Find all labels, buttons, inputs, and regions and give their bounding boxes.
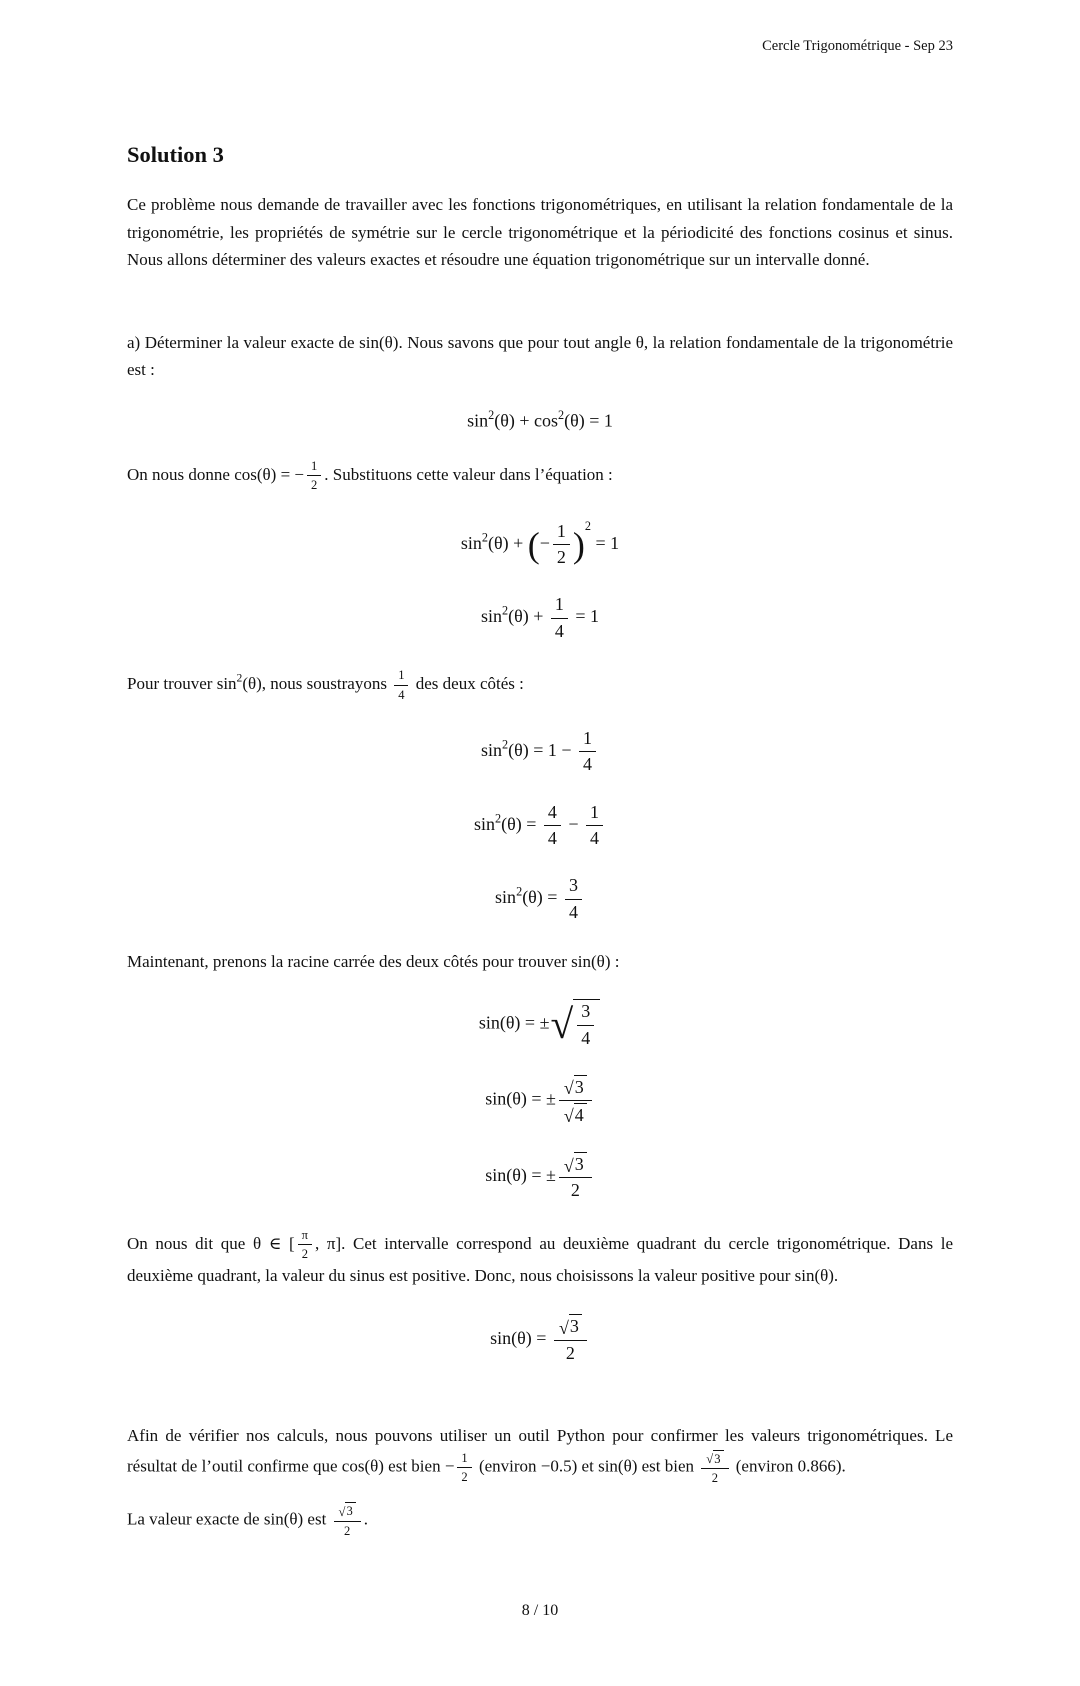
fraction-denominator: 4 (590, 828, 600, 849)
fraction (457, 1450, 471, 1486)
fraction-numerator: 1 (307, 458, 321, 476)
fraction-denominator: 2 (461, 1470, 468, 1485)
equation: $\sin^2(\theta)$ + $\frac{1}{4}$ = 1 (127, 593, 953, 643)
fraction-numerator: 1 (394, 667, 408, 685)
fraction-numerator: 1 (586, 801, 603, 826)
radicand: 3 (569, 1314, 582, 1338)
superscript: 2 (501, 603, 509, 618)
fraction-numerator: π (298, 1227, 312, 1245)
superscript: 2 (584, 518, 592, 533)
fraction (559, 1151, 592, 1202)
fraction-numerator: 4 (544, 801, 561, 826)
paragraph: Ce problème nous demande de travailler avec les fonctions trigonométriques, en utilisant la relation fondamentale de la trigonométrie, les propriétés de symétrie sur le cercle trigonométrique et la périodicité des fonctions cosinus et sinus. Nous allons déterminer des valeurs exactes et résoudre une équation trigonométrique sur un intervalle donné. (127, 195, 953, 269)
paragraph: Afin de vérifier nos calculs, nous pouvons utiliser un outil Python pour confirmer les valeurs trigonométriques. Le résultat de l’outil confirme que cos(θ) est bien − $\frac{1}{2}$ (environ −0.5) et sin(θ) est bien √ 3 2 (environ 0.866). (127, 1425, 953, 1486)
equation: sin(θ) = ± √ 3 √ 4 (127, 1074, 953, 1127)
square-root (564, 1152, 587, 1176)
fraction-numerator (559, 1151, 592, 1178)
superscript: 2 (501, 737, 509, 752)
fraction (307, 458, 321, 494)
equation: $\sin^2(\theta)$ = $\frac{3}{4}$ (127, 874, 953, 924)
fraction-denominator: 2 (344, 1523, 351, 1538)
superscript: 2 (558, 408, 565, 423)
fraction-numerator: 1 (551, 593, 568, 618)
fraction (565, 874, 582, 924)
radical-sign: √ (706, 1452, 714, 1467)
paragraph: On nous donne cos(θ) = − $\frac{1}{2}$ . Substituons cette valeur dans l’équation : (127, 459, 613, 493)
fraction-denominator: 4 (581, 1027, 591, 1048)
square-root (339, 1502, 356, 1519)
fraction-denominator: 4 (547, 828, 557, 849)
superscript: 2 (494, 811, 502, 826)
fraction (586, 801, 603, 851)
fraction-denominator: 2 (565, 1342, 575, 1363)
fraction-denominator: 4 (583, 754, 593, 775)
fraction (553, 520, 570, 570)
square-root (550, 999, 600, 1050)
radicand: 3 (574, 1075, 587, 1099)
page-footer (127, 1554, 953, 1624)
solution-title: Solution 3 (127, 142, 224, 168)
fraction (577, 1000, 594, 1050)
fraction-numerator: 1 (579, 727, 596, 752)
square-root (564, 1075, 587, 1099)
radicand: 3 (713, 1450, 723, 1467)
equation: $\sin^2(\theta) + \cos^2(\theta) = 1$ (467, 408, 613, 431)
fraction-numerator (554, 1314, 587, 1341)
equation: $\sin^2(\theta)$ = $\frac{4}{4}$ − $\frac{1}{4}$ (127, 801, 953, 851)
fraction (554, 1314, 587, 1365)
spacer (127, 288, 953, 314)
superscript: 2 (516, 884, 523, 899)
radicand: 4 (574, 1103, 587, 1127)
equation: $\sin^2(\theta) = 1$ − $\frac{1}{4}$ (127, 727, 953, 777)
fraction-denominator: 2 (570, 1180, 580, 1201)
radical-sign: √ (550, 1001, 574, 1048)
paragraph: a) Déterminer la valeur exacte de sin(θ). Nous savons que pour tout angle θ, la relation fondamentale de la trigonométrie est : (127, 332, 953, 380)
equation: sin(θ) = ± √ 3 2 (127, 1151, 953, 1202)
fraction (544, 801, 561, 851)
fraction-denominator: 2 (311, 478, 318, 493)
fraction (334, 1502, 361, 1539)
equation: sin(θ) = ± √ $\frac{3}{4}$ (127, 999, 953, 1050)
fraction-denominator: 2 (301, 1247, 308, 1262)
fraction-denominator: 4 (554, 620, 564, 641)
fraction-numerator: 1 (553, 520, 570, 545)
square-root (706, 1450, 723, 1467)
radical-sign: √ (563, 1106, 574, 1127)
fraction (701, 1449, 728, 1486)
fraction-numerator (701, 1449, 728, 1469)
fraction-denominator: 2 (711, 1471, 719, 1486)
equation: $\sin^2(\theta)$ + (− $\frac{1}{2}$ )$^2$ = 1 (127, 518, 953, 570)
superscript: 2 (236, 671, 243, 685)
fraction (579, 727, 596, 777)
fraction-numerator: 3 (577, 1000, 594, 1025)
fraction (551, 593, 568, 643)
square-root (564, 1103, 587, 1127)
fraction-denominator (563, 1101, 588, 1127)
superscript: 2 (481, 530, 488, 545)
fraction (394, 667, 408, 703)
radicand: 3 (345, 1502, 355, 1519)
equation: sin(θ) = √ 3 2 (127, 1314, 953, 1365)
radical-sign: √ (338, 1504, 346, 1519)
radical-sign: √ (563, 1078, 574, 1099)
fraction (298, 1227, 312, 1263)
fraction-numerator: 3 (565, 874, 582, 899)
paragraph: Maintenant, prenons la racine carrée des deux côtés pour trouver sin(θ) : (127, 952, 620, 972)
radical-sign: √ (558, 1317, 569, 1338)
paragraph: La valeur exacte de sin(θ) est √ 3 2 . (127, 1502, 953, 1539)
big-paren: ) (572, 524, 585, 565)
big-paren: ( (527, 524, 540, 565)
header-text: Cercle Trigonométrique - Sep 23 (762, 38, 953, 54)
paragraph: Pour trouver $\sin^2(\theta)$, nous soustrayons $\frac{1}{4}$ des deux côtés : (127, 668, 524, 702)
superscript: 2 (488, 408, 495, 423)
fraction-numerator (334, 1502, 361, 1522)
paragraph: On nous dit que θ ∈ [ $\frac{\pi}{2}$ , π]. Cet intervalle correspond au deuxième quadrant du cercle trigonométrique. Dans le deuxième quadrant, la valeur du sinus est positive. Donc, nous choisissons la valeur positive pour sin(θ). (127, 1227, 953, 1286)
fraction (559, 1074, 592, 1127)
document-content (127, 176, 953, 1554)
spacer (127, 1389, 953, 1407)
page-header (127, 38, 953, 55)
radical-sign: √ (563, 1155, 574, 1176)
fraction-numerator: 1 (457, 1450, 471, 1468)
fraction-denominator: 4 (568, 901, 578, 922)
radicand: 3 (574, 1152, 587, 1176)
fraction-numerator (559, 1074, 592, 1101)
fraction-denominator: 4 (398, 687, 405, 702)
fraction-denominator: 2 (556, 547, 566, 568)
radicand (573, 999, 600, 1050)
square-root (559, 1314, 582, 1338)
page-number: 8 / 10 (521, 1602, 559, 1620)
